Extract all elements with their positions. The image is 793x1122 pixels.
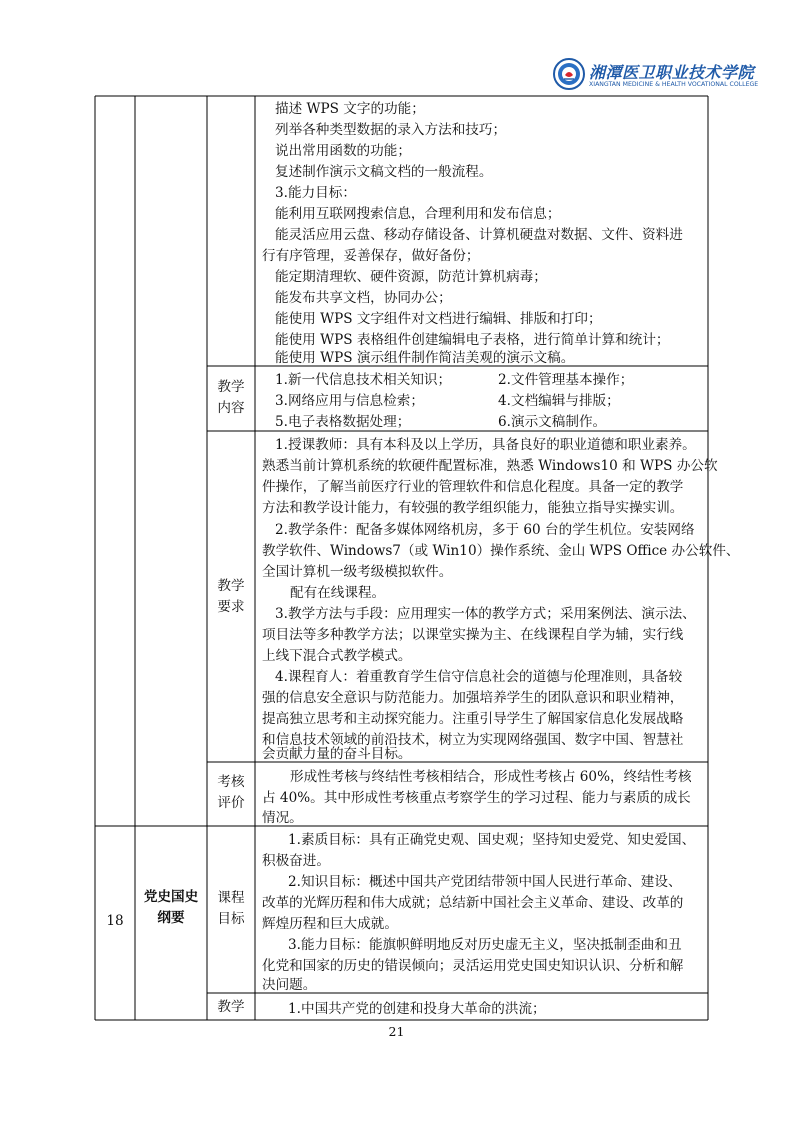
text-line: 2.教学条件：配备多媒体网络机房，多于 60 台的学生机位。安装网络 — [275, 522, 695, 538]
text-line: 1.素质目标：具有正确党史观、国史观；坚持知史爱党、知史爱国、 — [288, 832, 696, 848]
text-line: 强的信息安全意识与防范能力。加强培养学生的团队意识和职业精神， — [262, 690, 684, 706]
text-line: 能灵活应用云盘、移动存储设备、计算机硬盘对数据、文件、资料进 — [275, 227, 683, 243]
text-line: 和信息技术领域的前沿技术，树立为实现网络强国、数字中国、智慧社 — [262, 732, 684, 748]
text-line: 1.授课教师：具有本科及以上学历，具备良好的职业道德和职业素养。 — [275, 437, 696, 453]
text-line: 方法和教学设计能力，有较强的教学组织能力，能独立指导实操实训。 — [262, 500, 684, 516]
text-line: 形成性考核与终结性考核相结合，形成性考核占 60%，终结性考核 — [290, 769, 692, 785]
text-line: 描述 WPS 文字的功能； — [275, 101, 425, 117]
page-number: 21 — [388, 1024, 405, 1039]
text-line: 能使用 WPS 演示组件制作简洁美观的演示文稿。 — [275, 350, 575, 366]
text-line: 件操作，了解当前医疗行业的管理软件和信息化程度。具备一定的教学 — [262, 479, 684, 495]
assessment-label: 考核 评价 — [217, 774, 245, 811]
text-line: 改革的光辉历程和伟大成就；总结新中国社会主义革命、建设、改革的 — [262, 895, 684, 911]
text-line: 上线下混合式教学模式。 — [262, 648, 412, 664]
text-line: 会贡献力量的奋斗目标。 — [262, 746, 412, 762]
logo-english-name: XIANGTAN MEDICINE & HEALTH VOCATIONAL COLLEGE — [589, 81, 759, 88]
text-line: 情况。 — [262, 810, 303, 826]
course-content-first-item: 1.中国共产党的创建和投身大革命的洪流； — [288, 1001, 546, 1017]
text-line: 教学软件、Windows7（或 Win10）操作系统、金山 WPS Office 办公软件、 — [262, 543, 740, 559]
content-item: 2.文件管理基本操作； — [498, 372, 634, 388]
content-item: 1.新一代信息技术相关知识； — [275, 372, 452, 388]
requirements-label: 教学 要求 — [217, 578, 245, 615]
text-line: 能利用互联网搜索信息，合理利用和发布信息； — [275, 206, 561, 222]
text-line: 能定期清理软、硬件资源，防范计算机病毒； — [275, 269, 547, 285]
text-line: 2.知识目标：概述中国共产党团结带领中国人民进行革命、建设、 — [288, 874, 682, 890]
text-line: 辉煌历程和巨大成就。 — [262, 916, 398, 932]
text-line: 能使用 WPS 表格组件创建编辑电子表格，进行简单计算和统计； — [275, 332, 670, 348]
college-emblem-icon — [553, 58, 585, 90]
text-line: 3.教学方法与手段：应用理实一体的教学方式；采用案例法、演示法、 — [275, 606, 696, 622]
text-line: 3.能力目标： — [275, 185, 356, 201]
course-name: 党史国史 纲要 — [143, 889, 199, 926]
text-line: 化党和国家的历史的错误倾向；灵活运用党史国史知识认识、分析和解 — [262, 958, 684, 974]
text-line: 说出常用函数的功能； — [275, 143, 411, 159]
text-line: 行有序管理，妥善保存，做好备份； — [262, 248, 480, 264]
text-line: 列举各种类型数据的录入方法和技巧； — [275, 122, 507, 138]
text-line: 决问题。 — [262, 977, 317, 993]
text-line: 熟悉当前计算机系统的软硬件配置标准，熟悉 Windows10 和 WPS 办公软 — [262, 458, 718, 474]
text-line: 3.能力目标：能旗帜鲜明地反对历史虚无主义，坚决抵制歪曲和丑 — [288, 937, 682, 953]
logo-chinese-name: 湘潭医卫职业技术学院 — [589, 63, 755, 82]
course-content-label: 教学 — [217, 999, 245, 1015]
text-line: 4.课程育人：着重教育学生信守信息社会的道德与伦理准则，具备较 — [275, 669, 683, 685]
text-line: 能使用 WPS 文字组件对文档进行编辑、排版和打印； — [275, 311, 602, 327]
college-logo — [553, 58, 759, 96]
text-line: 项目法等多种教学方法；以课堂实操为主、在线课程自学为辅，实行线 — [262, 627, 684, 643]
content-item: 3.网络应用与信息检索； — [275, 393, 424, 409]
text-line: 积极奋进。 — [262, 853, 330, 869]
content-label: 教学 内容 — [217, 379, 245, 416]
text-line: 配有在线课程。 — [290, 585, 386, 601]
course-number: 18 — [106, 913, 124, 929]
content-item: 5.电子表格数据处理； — [275, 414, 411, 430]
text-line: 复述制作演示文稿文档的一般流程。 — [275, 164, 493, 180]
course-objectives-label: 课程 目标 — [217, 890, 245, 927]
text-line: 占 40%。其中形成性考核重点考察学生的学习过程、能力与素质的成长 — [262, 790, 691, 806]
content-item: 6.演示文稿制作。 — [498, 414, 607, 430]
text-line: 提高独立思考和主动探究能力。注重引导学生了解国家信息化发展战略 — [262, 711, 684, 727]
content-item: 4.文档编辑与排版； — [498, 393, 620, 409]
text-line: 能发布共享文档，协同办公； — [275, 290, 452, 306]
text-line: 全国计算机一级考级模拟软件。 — [262, 564, 453, 580]
